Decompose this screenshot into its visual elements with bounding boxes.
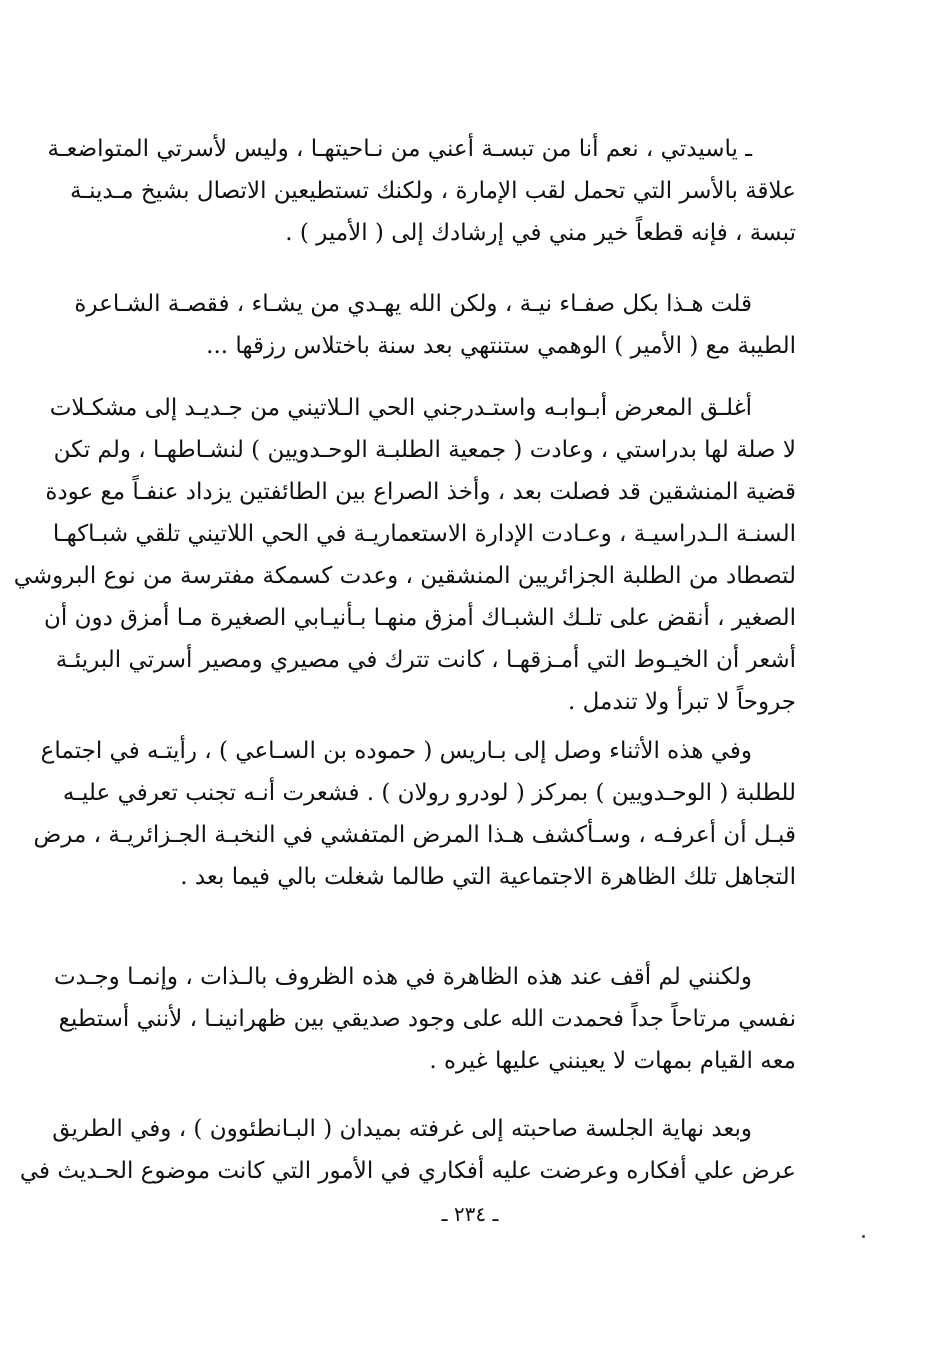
text-line: وبعد نهاية الجلسة صاحبته إلى غرفته بميدان ( البـانطئوون ) ، وفي الطريق (52, 1116, 752, 1142)
paragraph-6 (19, 1108, 796, 1192)
paragraph-4 (33, 730, 796, 898)
text-line: ـ ياسيدتي ، نعم أنا من تبسـة أعني من نـاحيتهـا ، وليس لأسرتي المتواضعـة (47, 136, 752, 162)
text-line: معه القيام بمهات لا يعينني عليها غيره . (429, 1048, 796, 1074)
text-line: عرض علي أفكاره وعرضت عليه أفكاري في الأمور التي كانت موضوع الحـديث في (19, 1158, 796, 1184)
paragraph-5 (54, 956, 796, 1082)
page-number: ـ ٢٣٤ ـ (441, 1202, 499, 1226)
text-line: قبـل أن أعرفـه ، وسـأكشف هـذا المرض المتفشي في النخبـة الجـزائريـة ، مرض (33, 822, 796, 848)
text-line: ولكنني لم أقف عند هذه الظاهرة في هذه الظروف بالـذات ، وإنمـا وجـدت (54, 964, 752, 990)
text-line: السنـة الـدراسيـة ، وعـادت الإدارة الاستعماريـة في الحي اللاتيني تلقي شبـاكهـا (52, 521, 796, 547)
paragraph-3 (13, 387, 796, 723)
text-line: نفسي مرتاحاً جداً فحمدت الله على وجود صديقي بين ظهرانينـا ، لأنني أستطيع (58, 1006, 796, 1032)
text-line: للطلبة ( الوحـدويين ) بمركز ( لودرو رولان ) . فشعرت أنـه تجنب تعرفي عليـه (62, 780, 796, 806)
paragraph-2 (74, 283, 796, 367)
text-line: لتصطاد من الطلبة الجزائريين المنشقين ، وعدت كسمكة مفترسة من نوع البروشي (13, 563, 796, 589)
scan-speck (862, 1235, 865, 1238)
text-line: علاقة بالأسر التي تحمل لقب الإمارة ، ولكنك تستطيعين الاتصال بشيخ مـدينـة (70, 178, 796, 204)
text-line: قضية المنشقين قد فصلت بعد ، وأخذ الصراع بين الطائفتين يزداد عنفـاً مع عودة (45, 479, 796, 505)
text-line: لا صلة لها بدراستي ، وعادت ( جمعية الطلبـة الوحـدويين ) لنشـاطهـا ، ولم تكن (53, 437, 796, 463)
text-line: جروحاً لا تبرأ ولا تندمل . (567, 689, 796, 715)
text-line: تبسة ، فإنه قطعاً خير مني في إرشادك إلى ( الأمير ) . (285, 220, 796, 246)
text-line: قلت هـذا بكل صفـاء نيـة ، ولكن الله يهـدي من يشـاء ، فقصـة الشـاعرة (74, 291, 752, 317)
text-line: أشعر أن الخيـوط التي أمـزقهـا ، كانت تترك في مصيري ومصير أسرتي البريئـة (55, 647, 796, 673)
text-line: وفي هذه الأثناء وصل إلى بـاريس ( حموده بن السـاعي ) ، رأيتـه في اجتماع (40, 738, 752, 764)
text-line: التجاهل تلك الظاهرة الاجتماعية التي طالما شغلت بالي فيما بعد . (180, 864, 796, 890)
text-line: أغلـق المعرض أبـوابـه واستـدرجني الحي الـلاتيني من جـديـد إلى مشكـلات (49, 395, 752, 421)
text-line: الصغير ، أنقض على تلـك الشبـاك أمزق منهـا بـأنيـابي الصغيرة مـا أمزق دون أن (44, 605, 796, 631)
paragraph-1 (47, 128, 796, 254)
text-line: الطيبة مع ( الأمير ) الوهمي ستنتهي بعد سنة باختلاس رزقها ... (206, 333, 796, 359)
